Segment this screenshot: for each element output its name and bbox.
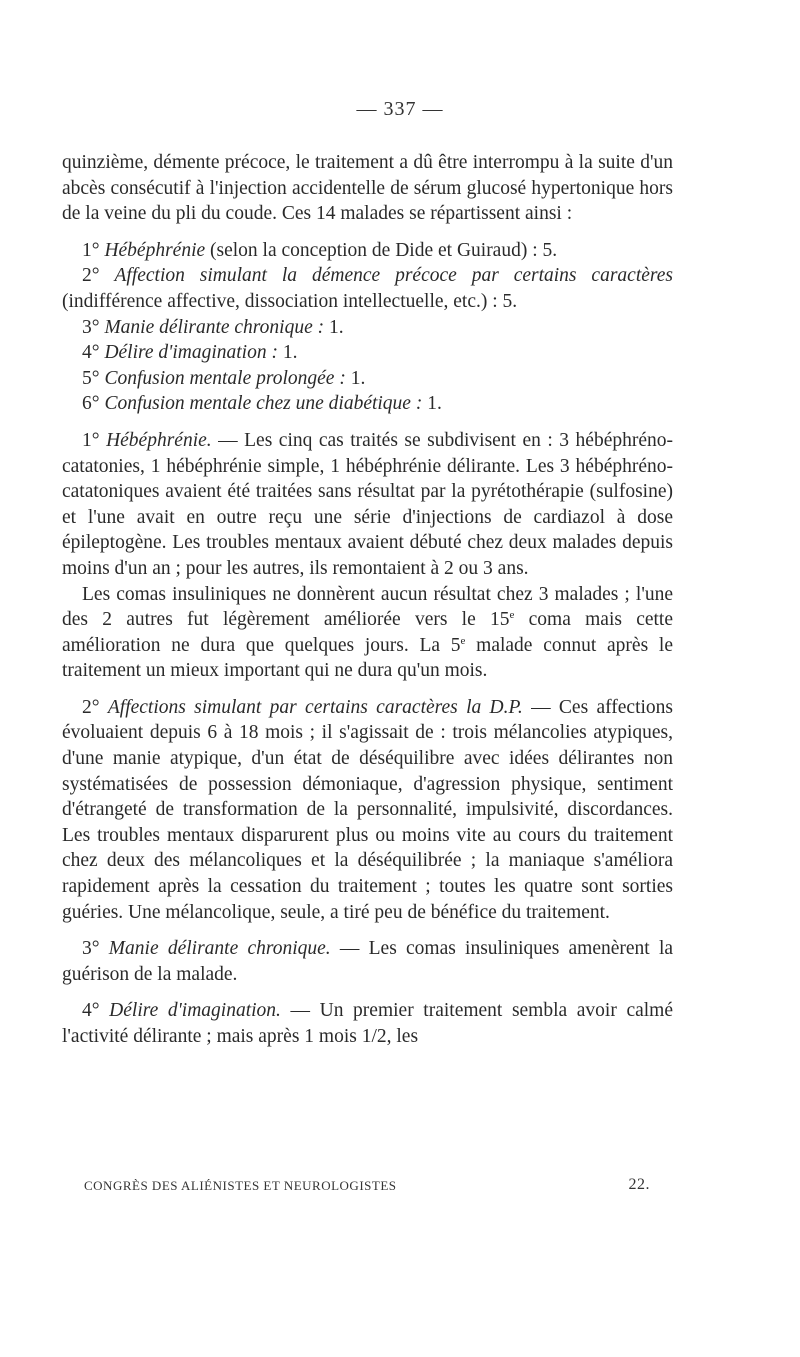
section-title: Délire d'imagination. xyxy=(109,1000,281,1022)
list-item: 3° Manie délirante chronique : 1. xyxy=(82,316,344,338)
section-title: Hébéphrénie. xyxy=(106,429,212,451)
paragraph-comas: Les comas insuliniques ne donnèrent aucun résultat chez 3 malades ; l'une des 2 autres fut légèrement améliorée vers le 15e coma mais cette amélioration ne dura que quelques jours. La 5e malade connut après le traitement un mieux important qui ne dura qu'un mois. xyxy=(62,583,673,682)
section-manie: 3° Manie délirante chronique. — Les comas insuliniques amenèrent la guérison de la malade. xyxy=(62,938,674,985)
section-hebephrenie: 1° Hébéphrénie. — Les cinq cas traités se subdivisent en : 3 hébéphréno-catatonies, 1 hébéphrénie simple, 1 hébéphrénie délirante. Les 3 hébéphréno-catatoniques avaient été traitées sans résultat par la pyrétothérapie (sulfosine) et l'une avait en outre reçu une série d'injections de cardiazol à dose épileptogène. Les troubles mentaux avaient débuté chez deux malades depuis moins d'un an ; pour les autres, ils remontaient à 2 ou 3 ans. xyxy=(62,429,673,579)
list-item: 4° Délire d'imagination : 1. xyxy=(82,342,298,364)
list-item: 6° Confusion mentale chez une diabétique : 1. xyxy=(82,393,442,415)
section-title: Manie délirante chronique. xyxy=(108,938,331,960)
footer-signature: CONGRÈS DES ALIÉNISTES ET NEUROLOGISTES xyxy=(84,1178,397,1193)
list-item: 1° Hébéphrénie (selon la conception de Dide et Guiraud) : 5. xyxy=(82,239,558,261)
page-number: — 337 — xyxy=(356,98,444,120)
list-item: 5° Confusion mentale prolongée : 1. xyxy=(82,367,366,389)
signature-number: 22. xyxy=(628,1176,650,1193)
section-delire: 4° Délire d'imagination. — Un premier traitement sembla avoir calmé l'activité délirante ; mais après 1 mois 1/2, les xyxy=(62,1000,673,1047)
case-list xyxy=(62,238,673,417)
section-affections: 2° Affections simulant par certains caractères la D.P. — Ces affections évoluaient depuis 6 à 18 mois ; il s'agissait de : trois mélancolies atypiques, d'une manie atypique, d'un état de déséquilibre avec idées délirantes non systématisées de possession démoniaque, d'agression physique, sentiment d'étrangeté de transformation de la personnalité, impulsivité, discordances. Les troubles mentaux disparurent plus ou moins vite au cours du traitement chez deux des mélancoliques et la déséquilibrée ; la maniaque s'améliora rapidement après la cessation du traitement ; toutes les quatre sont sorties guéries. Une mélancolique, seule, a tiré peu de bénéfice du traitement. xyxy=(62,696,674,923)
section-title: Affections simulant par certains caractères la D.P. xyxy=(107,696,523,718)
list-item: 2° Affection simulant la démence précoce par certains caractères (indifférence affective, dissociation intellectuelle, etc.) : 5. xyxy=(62,265,674,312)
body-text xyxy=(62,150,673,1050)
paragraph-intro: quinzième, démente précoce, le traitement a dû être interrompu à la suite d'un abcès consécutif à l'injection accidentelle de sérum glucosé hypertonique hors de la veine du pli du coude. Ces 14 malades se répartissent ainsi : xyxy=(62,152,673,225)
